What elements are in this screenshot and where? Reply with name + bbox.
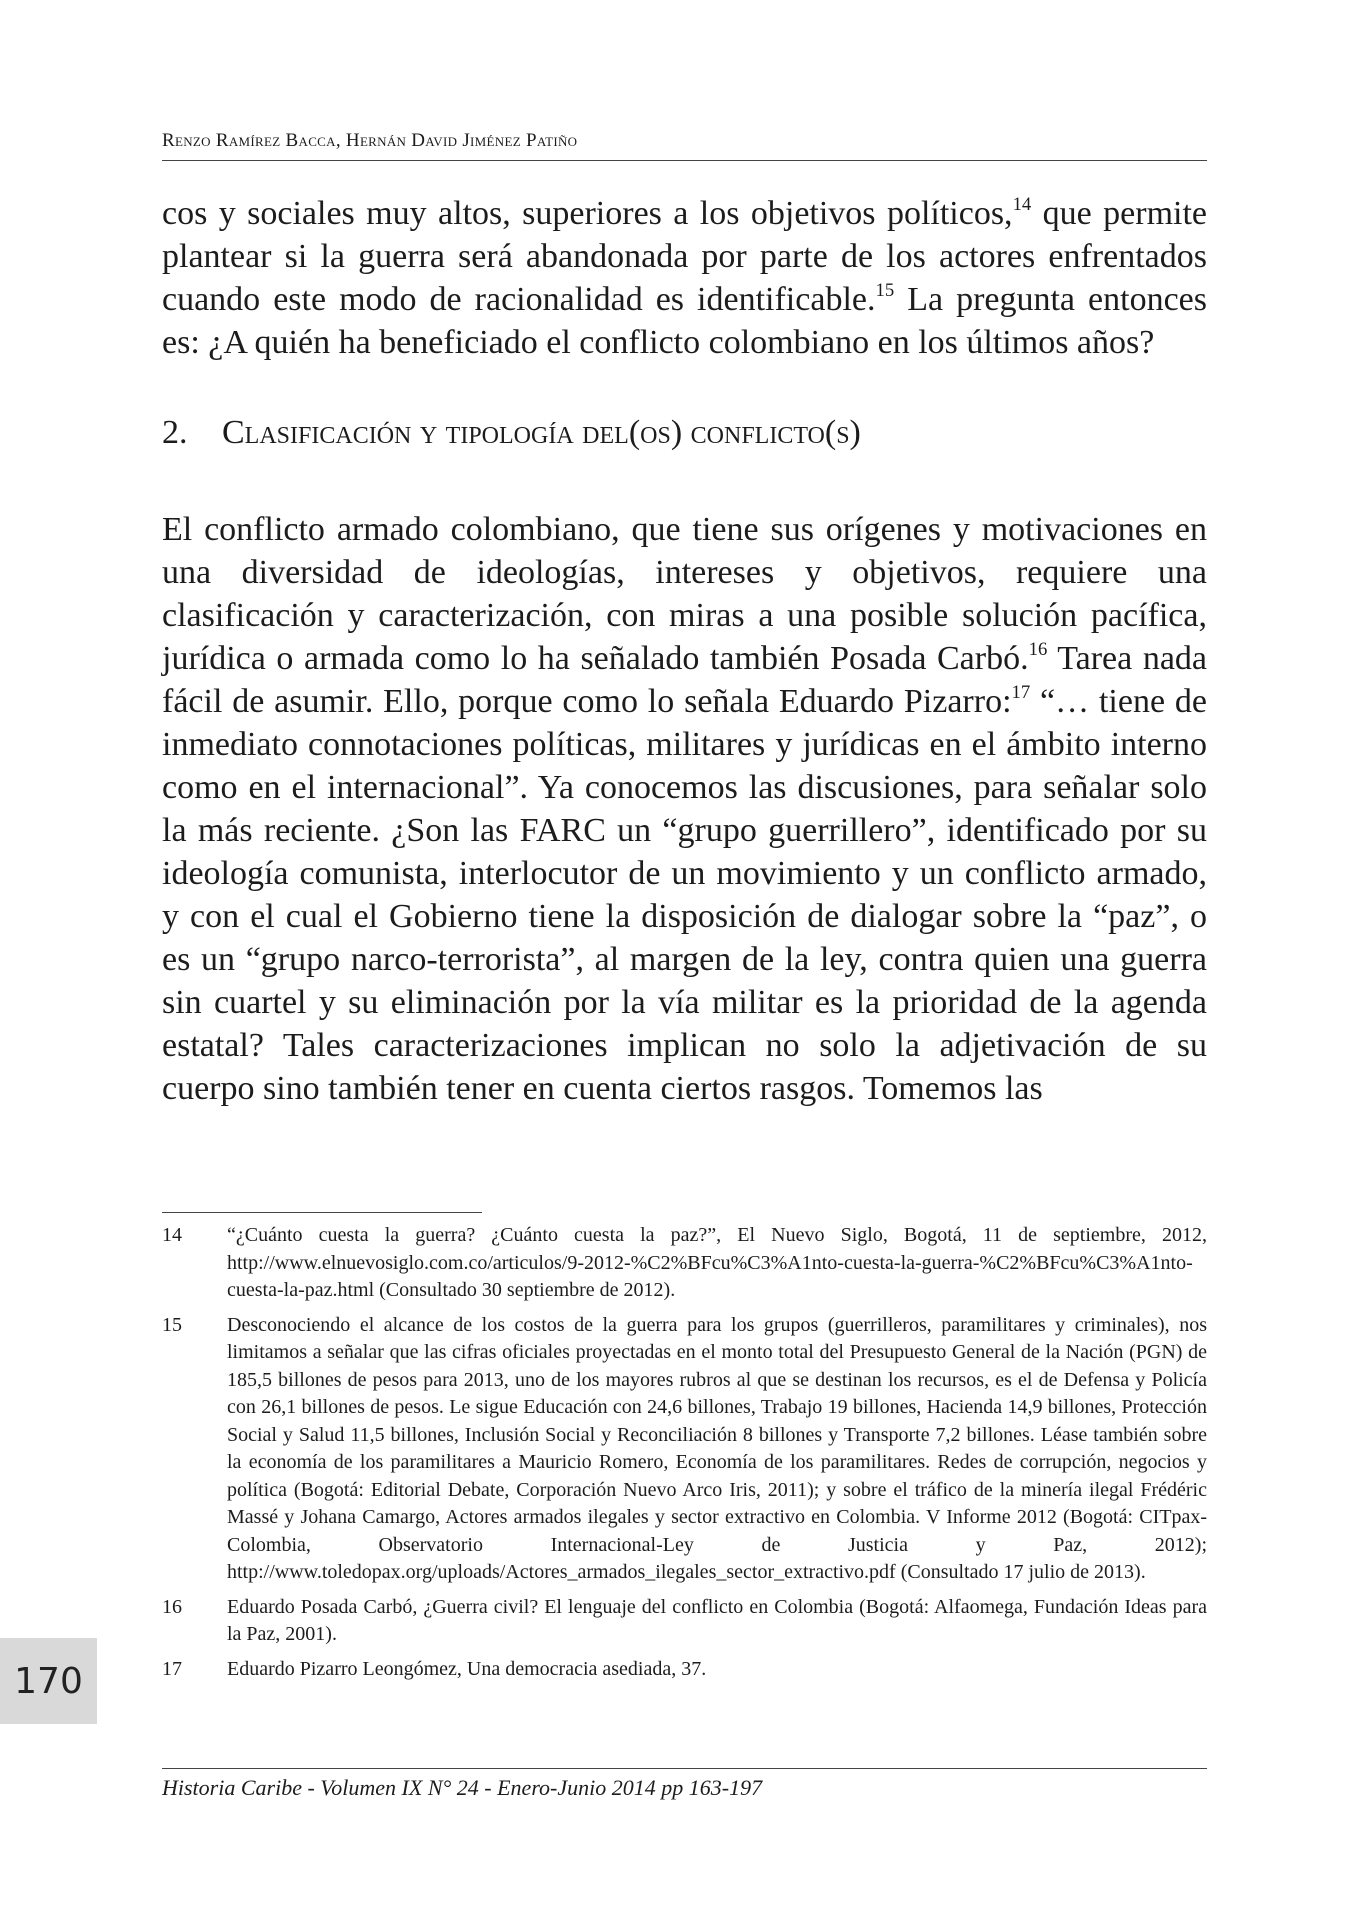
footnote-text: Desconociendo el alcance de los costos de la guerra para los grupos (guerrilleros, paramilitares y criminales), nos limitamos a señalar que las cifras oficiales proyectadas en el monto total del Presupuesto General de la Nación (PGN) de 185,5 billones de pesos para 2013, uno de los mayores rubros al que se destinan los recursos, es el de Defensa y Policía con 26,1 billones de pesos. Le sigue Educación con 24,6 billones, Trabajo 19 billones, Hacienda 14,9 billones, Protección Social y Salud 11,5 billones, Inclusión Social y Reconciliación 8 billones y Transporte 7,2 billones. Léase también sobre la economía de los paramilitares a Mauricio Romero, Economía de los paramilitares. Redes de corrupción, negocios y política (Bogotá: Editorial Debate, Corporación Nuevo Arco Iris, 2011); y sobre el tráfico de la minería ilegal Frédéric Massé y Johana Camargo, Actores armados ilegales y sector extractivo en Colombia. V Informe 2012 (Bogotá: CITpax-Colombia, Observatorio Internacional-Ley de Justicia y Paz, 2012); http://www.toledopax.org/uploads/Actores_armados_ilegales_sector_extractivo.pdf (Consultado 17 julio de 2013). xyxy=(227,1313,1207,1583)
footnote-ref-15[interactable]: 15 xyxy=(875,279,895,301)
paragraph-text: La pregunta entonces es: ¿A quién ha beneficiado el conflicto colombiano en los últimos años? xyxy=(162,281,1207,361)
header-authors: Renzo Ramírez Bacca, Hernán David Jiménez Patiño xyxy=(162,130,578,151)
paragraph-text: que permite plantear si la guerra será abandonada por parte de los actores enfrentados cuando este modo de racionalidad es identificable. xyxy=(162,195,1207,318)
footnote-separator xyxy=(162,1212,482,1213)
footnote-number: 15 xyxy=(162,1313,182,1336)
body-paragraph-1 xyxy=(162,192,1207,364)
footnote-ref-17[interactable]: 17 xyxy=(1011,681,1031,703)
footnote-14 xyxy=(162,1222,1207,1305)
page-number: 170 xyxy=(14,1660,83,1702)
footnote-text: “¿Cuánto cuesta la guerra? ¿Cuánto cuesta la paz?”, El Nuevo Siglo, Bogotá, 11 de septiembre, 2012, http://www.elnuevosiglo.com.co/articulos/9-2012-%C2%BFcu%C3%A1nto-cuesta-la-guerra-%C2%BFcu%C3%A1nto-cuesta-la-paz.html (Consultado 30 septiembre de 2012). xyxy=(227,1224,1207,1301)
running-header xyxy=(162,130,1207,161)
footnote-15 xyxy=(162,1312,1207,1587)
footer-journal: Historia Caribe - Volumen IX N° 24 - Enero-Junio 2014 pp 163-197 xyxy=(162,1775,763,1800)
footnote-number: 14 xyxy=(162,1224,182,1246)
paragraph-text: cos y sociales muy altos, superiores a los objetivos políticos, xyxy=(162,195,1013,232)
section-title: Clasificación y tipología del(os) conflicto(s) xyxy=(222,414,861,451)
footnote-ref-16[interactable]: 16 xyxy=(1028,638,1048,660)
paragraph-text: Tarea nada fácil de asumir. Ello, porque como lo señala Eduardo Pizarro: xyxy=(162,640,1208,720)
footnote-text: Eduardo Posada Carbó, ¿Guerra civil? El lenguaje del conflicto en Colombia (Bogotá: Alfaomega, Fundación Ideas para la Paz, 2001). xyxy=(227,1595,1207,1645)
footnote-text: Eduardo Pizarro Leongómez, Una democracia asediada, 37. xyxy=(227,1657,707,1680)
section-heading xyxy=(162,414,1207,452)
page-number-box xyxy=(0,1638,97,1724)
paragraph-text: “… tiene de inmediato connotaciones políticas, militares y jurídicas en el ámbito interno como en el internacional”. Ya conocemos las discusiones, para señalar solo la más reciente. ¿Son las FARC un “grupo guerrillero”, identificado por su ideología comunista, interlocutor de un movimiento y un conflicto armado, y con el cual el Gobierno tiene la disposición de dialogar sobre la “paz”, o es un “grupo narco-terrorista”, al margen de la ley, contra quien una guerra sin cuartel y su eliminación por la vía militar es la prioridad de la agenda estatal? Tales caracterizaciones implican no solo la adjetivación de su cuerpo sino también tener en cuenta ciertos rasgos. Tomemos las xyxy=(162,683,1207,1107)
footnote-ref-14[interactable]: 14 xyxy=(1012,193,1032,215)
footnote-17 xyxy=(162,1656,1207,1684)
footnotes xyxy=(162,1222,1207,1690)
paragraph-text: El conflicto armado colombiano, que tiene sus orígenes y motivaciones en una diversidad de ideologías, intereses y objetivos, requiere una clasificación y caracterización, con miras a una posible solución pacífica, jurídica o armada como lo ha señalado también Posada Carbó. xyxy=(162,511,1207,677)
body-paragraph-2 xyxy=(162,508,1207,1110)
footnote-number: 17 xyxy=(162,1657,182,1680)
section-number: 2. xyxy=(162,414,188,451)
footnote-number: 16 xyxy=(162,1595,182,1618)
footnote-16 xyxy=(162,1594,1207,1649)
running-footer xyxy=(162,1768,1207,1801)
